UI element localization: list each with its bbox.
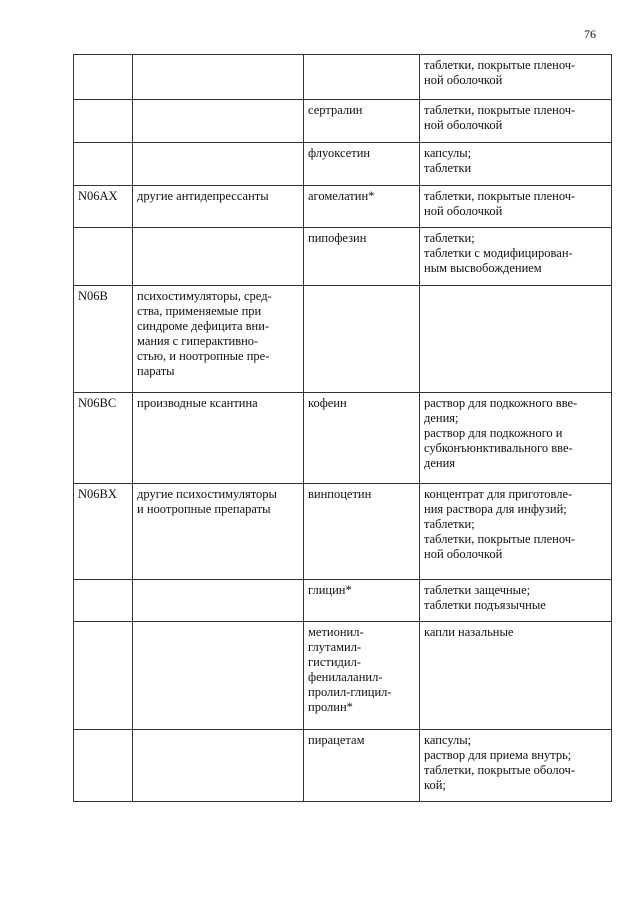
atc-code-cell	[74, 730, 133, 802]
dosage-form-cell: капсулы; таблетки	[420, 143, 612, 186]
group-name-cell	[133, 100, 304, 143]
group-name-cell	[133, 622, 304, 730]
drug-name-cell: глицин*	[304, 580, 420, 622]
group-name-cell: производные ксантина	[133, 393, 304, 484]
group-name-cell	[133, 143, 304, 186]
drug-name-cell	[304, 286, 420, 393]
dosage-form-cell: раствор для подкожного вве- дения; раствор для подкожного и субконъюнктивального вве- дения	[420, 393, 612, 484]
drug-name-cell: винпоцетин	[304, 484, 420, 580]
atc-code-cell	[74, 228, 133, 286]
drug-name-cell: флуоксетин	[304, 143, 420, 186]
group-name-cell	[133, 580, 304, 622]
drug-name-cell: кофеин	[304, 393, 420, 484]
atc-code-cell	[74, 100, 133, 143]
drug-name-cell: пипофезин	[304, 228, 420, 286]
drug-name-cell: пирацетам	[304, 730, 420, 802]
table-row	[74, 580, 612, 622]
dosage-form-cell: таблетки; таблетки с модифицирован- ным высвобождением	[420, 228, 612, 286]
group-name-cell	[133, 55, 304, 100]
table-row	[74, 393, 612, 484]
dosage-form-cell: капсулы; раствор для приема внутрь; таблетки, покрытые оболоч- кой;	[420, 730, 612, 802]
table-row	[74, 286, 612, 393]
table-row	[74, 186, 612, 228]
dosage-form-cell: таблетки защечные; таблетки подъязычные	[420, 580, 612, 622]
atc-code-cell: N06BX	[74, 484, 133, 580]
dosage-form-cell	[420, 286, 612, 393]
drug-name-cell	[304, 55, 420, 100]
table-row	[74, 622, 612, 730]
atc-code-cell	[74, 622, 133, 730]
page-number: 76	[584, 27, 596, 41]
drug-name-cell: агомелатин*	[304, 186, 420, 228]
drug-name-cell: сертралин	[304, 100, 420, 143]
group-name-cell: другие антидепрессанты	[133, 186, 304, 228]
drug-table	[73, 54, 612, 802]
dosage-form-cell: таблетки, покрытые пленоч- ной оболочкой	[420, 100, 612, 143]
group-name-cell: другие психостимуляторы и ноотропные препараты	[133, 484, 304, 580]
table-row	[74, 484, 612, 580]
group-name-cell: психостимуляторы, сред- ства, применяемые при синдроме дефицита вни- мания с гиперактивно- стью, и ноотропные пре- параты	[133, 286, 304, 393]
drug-name-cell: метионил- глутамил- гистидил- фенилаланил- пролил-глицил- пролин*	[304, 622, 420, 730]
table-row	[74, 100, 612, 143]
atc-code-cell: N06AX	[74, 186, 133, 228]
table-row	[74, 143, 612, 186]
dosage-form-cell: капли назальные	[420, 622, 612, 730]
atc-code-cell: N06BC	[74, 393, 133, 484]
group-name-cell	[133, 730, 304, 802]
table-row	[74, 228, 612, 286]
atc-code-cell	[74, 143, 133, 186]
group-name-cell	[133, 228, 304, 286]
atc-code-cell: N06B	[74, 286, 133, 393]
table-row	[74, 730, 612, 802]
atc-code-cell	[74, 580, 133, 622]
dosage-form-cell: таблетки, покрытые пленоч- ной оболочкой	[420, 55, 612, 100]
dosage-form-cell: таблетки, покрытые пленоч- ной оболочкой	[420, 186, 612, 228]
dosage-form-cell: концентрат для приготовле- ния раствора для инфузий; таблетки; таблетки, покрытые пленоч- ной оболочкой	[420, 484, 612, 580]
table-row	[74, 55, 612, 100]
atc-code-cell	[74, 55, 133, 100]
